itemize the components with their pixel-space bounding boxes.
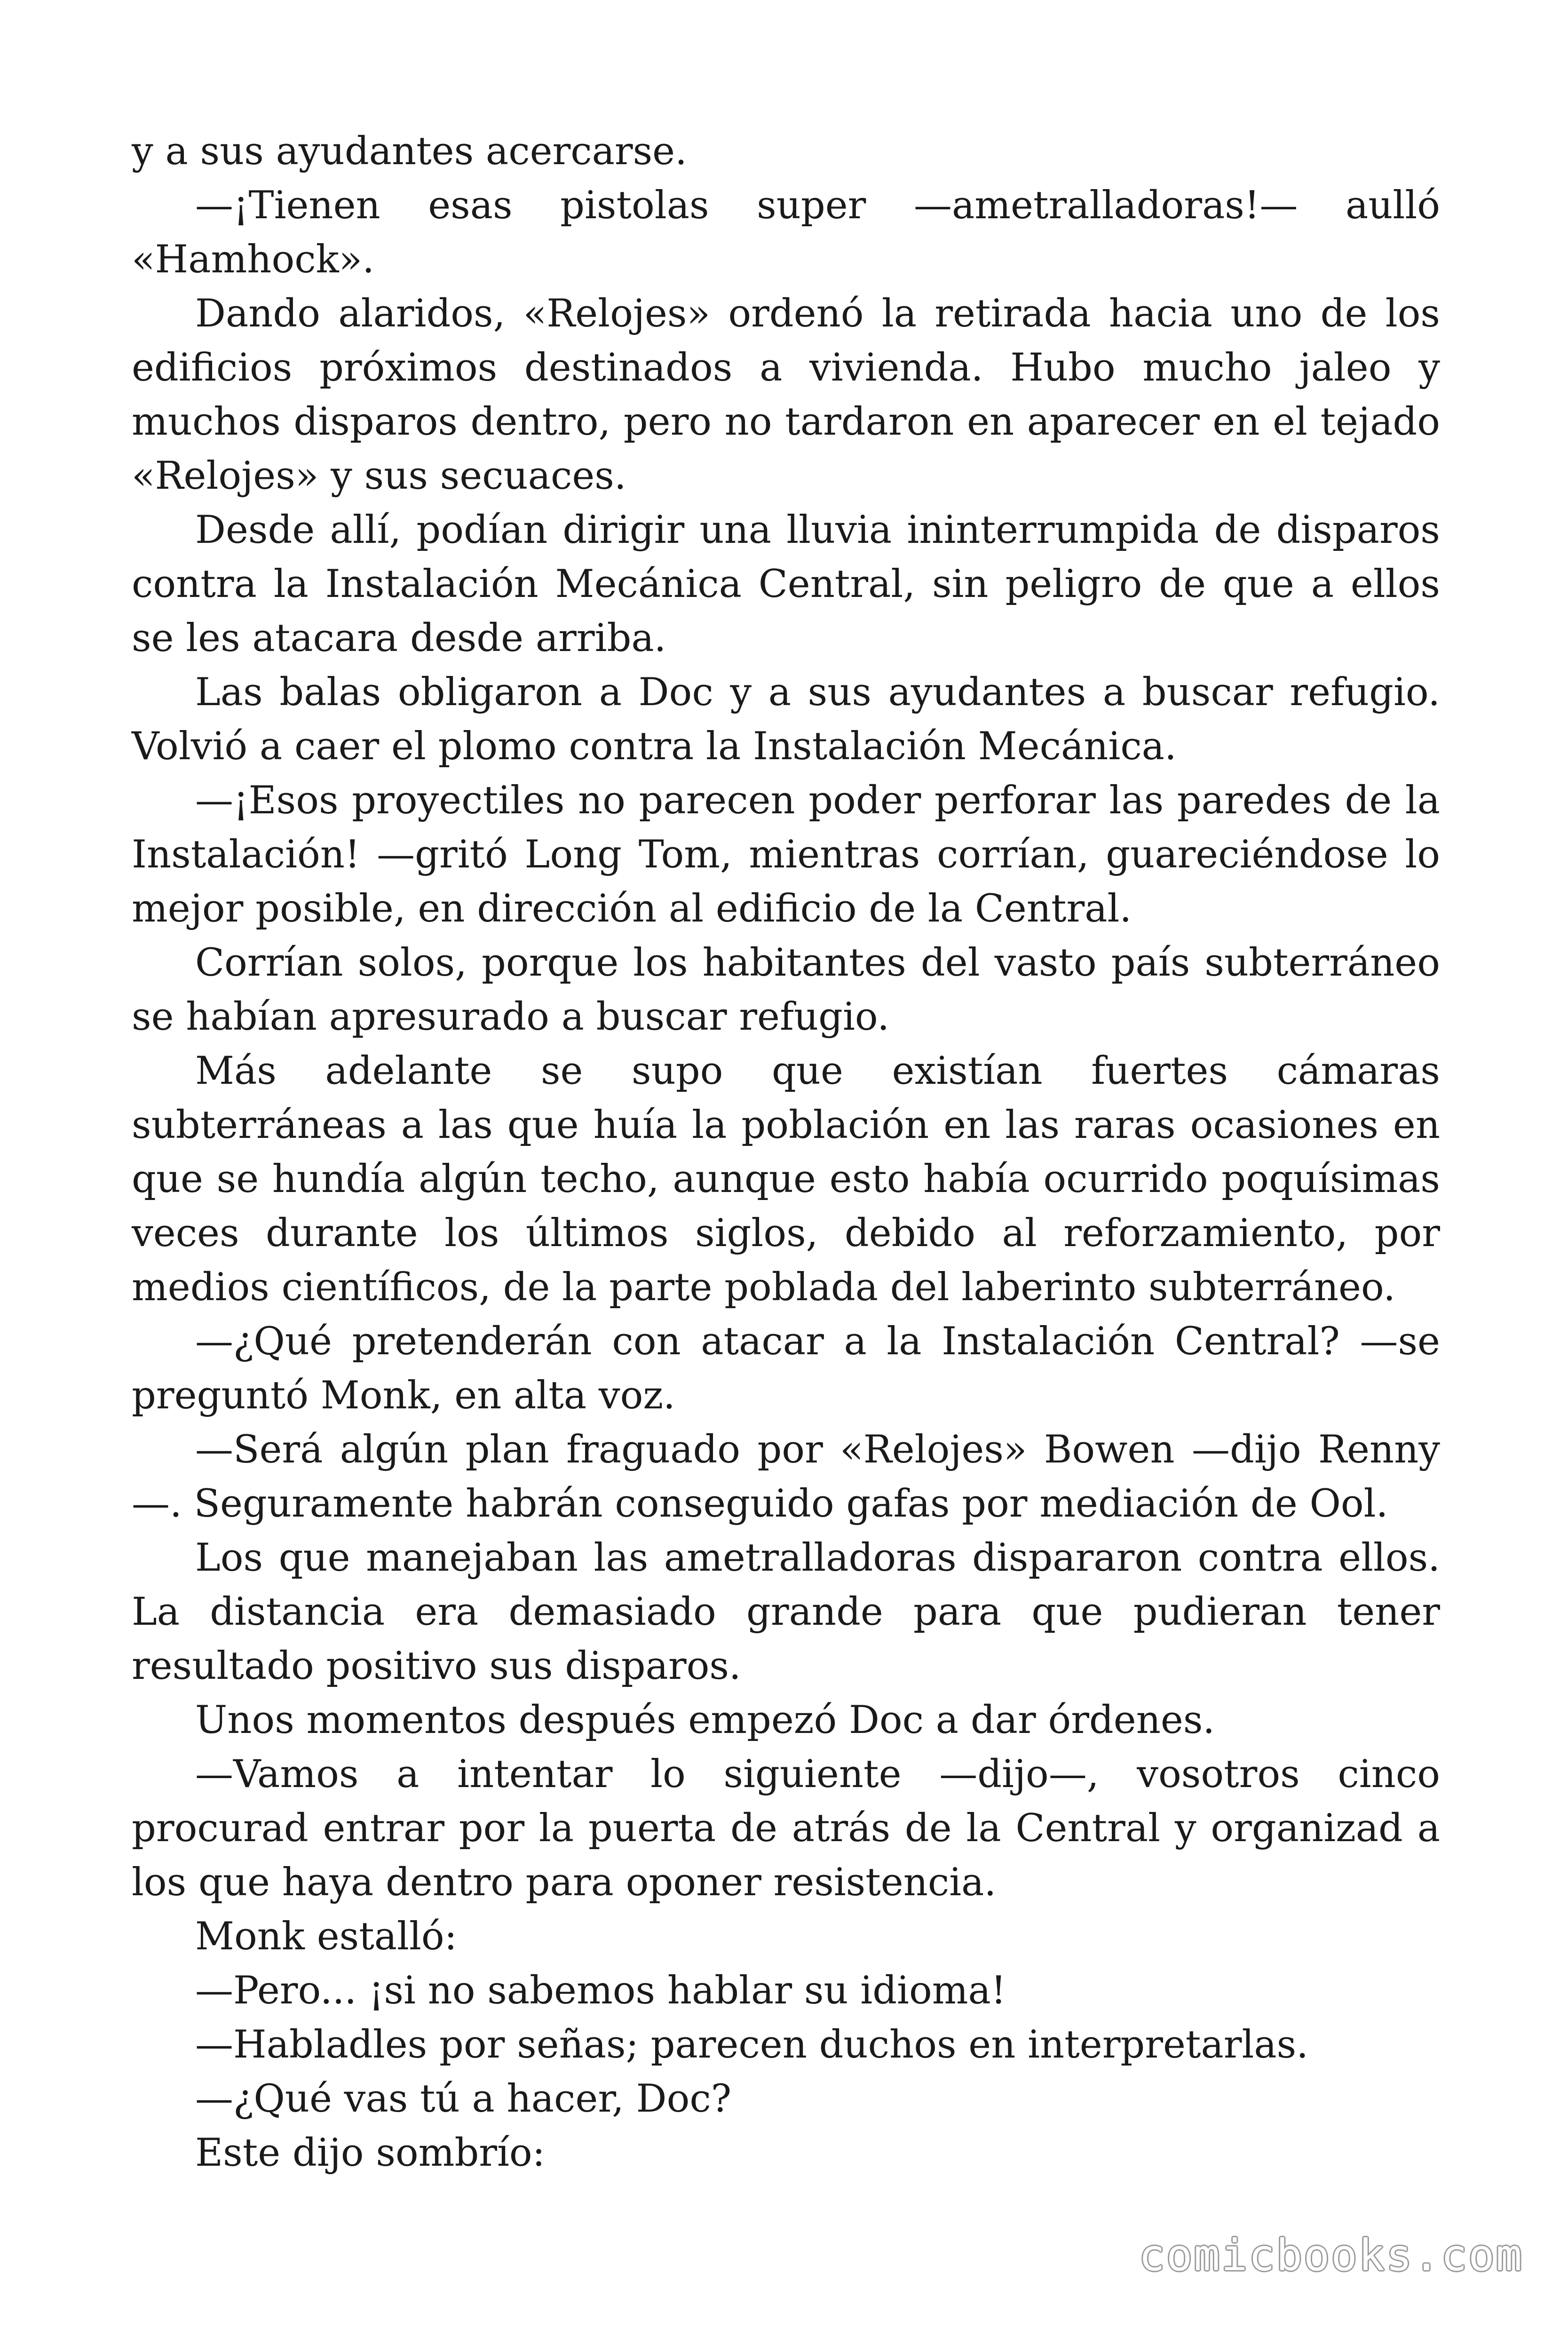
paragraph-8: —¿Qué pretenderán con atacar a la Instalación Central? —se preguntó Monk, en alta voz. <box>132 1319 1440 1418</box>
paragraph-16: —¿Qué vas tú a hacer, Doc? <box>195 2077 732 2121</box>
paragraph-2: Dando alaridos, «Relojes» ordenó la retirada hacia uno de los edificios próximos destinados a vivienda. Hubo mucho jaleo y muchos disparos dentro, pero no tardaron en aparecer en el tejado «Relojes» y sus secuaces. <box>132 292 1440 498</box>
paragraph-11: Unos momentos después empezó Doc a dar órdenes. <box>195 1698 1215 1742</box>
paragraph-10: Los que manejaban las ametralladoras dispararon contra ellos. La distancia era demasiado grande para que pudieran tener resultado positivo sus disparos. <box>132 1536 1440 1688</box>
paragraph-5: —¡Esos proyectiles no parecen poder perforar las paredes de la Instalación! —gritó Long Tom, mientras corrían, guareciéndose lo mejor posible, en dirección al edificio de la Central. <box>132 779 1440 931</box>
paragraph-14: —Pero... ¡si no sabemos hablar su idioma! <box>195 1969 1006 2013</box>
page-body <box>132 125 1440 2180</box>
paragraph-7: Más adelante se supo que existían fuertes cámaras subterráneas a las que huía la población en las raras ocasiones en que se hundía algún techo, aunque esto había ocurrido poquísimas veces durante los últimos siglos, debido al reforzamiento, por medios científicos, de la parte poblada del laberinto subterráneo. <box>132 1049 1440 1310</box>
paragraph-9: —Será algún plan fraguado por «Relojes» Bowen —dijo Renny —. Seguramente habrán conseguido gafas por mediación de Ool. <box>132 1428 1440 1526</box>
paragraph-17: Este dijo sombrío: <box>195 2131 545 2175</box>
paragraph-1: —¡Tienen esas pistolas super —ametralladoras!— aulló «Hamhock». <box>132 183 1440 282</box>
paragraph-0: y a sus ayudantes acercarse. <box>132 129 687 174</box>
paragraph-3: Desde allí, podían dirigir una lluvia ininterrumpida de disparos contra la Instalación Mecánica Central, sin peligro de que a ellos se les atacara desde arriba. <box>132 508 1440 660</box>
paragraph-12: —Vamos a intentar lo siguiente —dijo—, vosotros cinco procurad entrar por la puerta de atrás de la Central y organizad a los que haya dentro para oponer resistencia. <box>132 1752 1440 1905</box>
watermark: comicbooks.com <box>1139 2230 1523 2280</box>
paragraph-15: —Habladles por señas; parecen duchos en interpretarlas. <box>195 2023 1308 2067</box>
paragraph-6: Corrían solos, porque los habitantes del vasto país subterráneo se habían apresurado a buscar refugio. <box>132 941 1440 1039</box>
paragraph-13: Monk estalló: <box>195 1915 457 1959</box>
paragraph-4: Las balas obligaron a Doc y a sus ayudantes a buscar refugio. Volvió a caer el plomo contra la Instalación Mecánica. <box>132 670 1440 769</box>
